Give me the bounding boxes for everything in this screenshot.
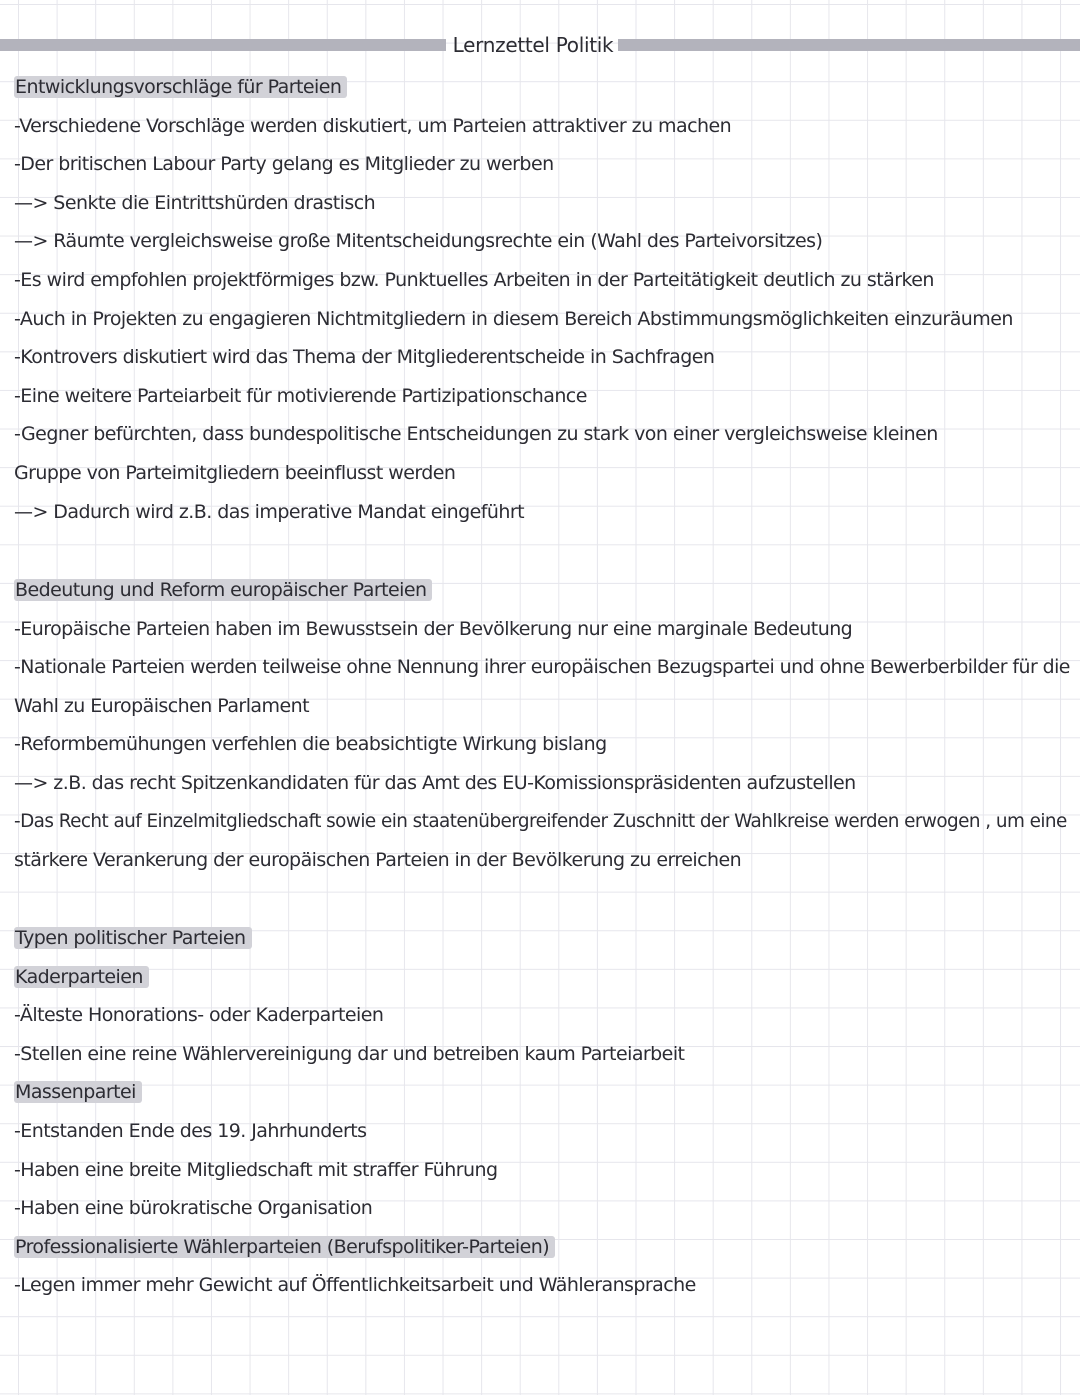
note-line: -Älteste Honorations- oder Kaderparteien [14,1004,384,1027]
subsection-heading-massenpartei: Massenpartei [14,1081,142,1103]
page-title: Lernzettel Politik [452,33,614,57]
note-line: -Es wird empfohlen projektförmiges bzw. Punktuelles Arbeiten in der Parteitätigkeit deutlich zu stärken [14,268,934,291]
title-underline-left [0,39,446,51]
subsection-heading-row [14,958,1070,997]
title-underline-right [618,39,1080,51]
note-line: stärkere Verankerung der europäischen Parteien in der Bevölkerung zu erreichen [14,849,742,872]
subsection-heading-kaderparteien: Kaderparteien [14,966,149,988]
note-line: -Kontrovers diskutiert wird das Thema der Mitgliederentscheide in Sachfragen [14,346,715,369]
section-europaeische-parteien [14,571,1070,880]
section-typen-parteien [14,919,1070,1305]
note-line: -Europäische Parteien haben im Bewusstsein der Bevölkerung nur eine marginale Bedeutung [14,617,853,640]
section-heading: Entwicklungsvorschläge für Parteien [14,76,347,98]
section-heading-row [14,571,1070,610]
note-line: -Verschiedene Vorschläge werden diskutiert, um Parteien attraktiver zu machen [14,114,732,137]
note-line: —> Senkte die Eintrittshürden drastisch [14,191,376,214]
subsection-heading-waehlerparteien: Professionalisierte Wählerparteien (Berufspolitiker-Parteien) [14,1236,555,1258]
note-line: -Haben eine breite Mitgliedschaft mit straffer Führung [14,1158,498,1181]
section-heading: Bedeutung und Reform europäischer Parteien [14,579,432,601]
note-line: -Der britischen Labour Party gelang es Mitglieder zu werben [14,153,554,176]
note-line: -Stellen eine reine Wählervereinigung dar und betreiben kaum Parteiarbeit [14,1042,685,1065]
section-heading-row [14,68,1070,107]
note-line: -Legen immer mehr Gewicht auf Öffentlichkeitsarbeit und Wähleransprache [14,1274,696,1297]
subsection-heading-row [14,1073,1070,1112]
note-line: -Haben eine bürokratische Organisation [14,1197,373,1220]
note-line: Wahl zu Europäischen Parlament [14,694,310,717]
note-line: -Entstanden Ende des 19. Jahrhunderts [14,1119,367,1142]
note-line: -Auch in Projekten zu engagieren Nichtmitgliedern in diesem Bereich Abstimmungsmöglichkeiten einzuräumen [14,307,1013,330]
note-line: Gruppe von Parteimitgliedern beeinflusst werden [14,461,456,484]
note-line: -Das Recht auf Einzelmitgliedschaft sowie ein staatenübergreifender Zuschnitt der Wahlkreise werden erwogen , um eine [14,810,1067,832]
note-line: —> Dadurch wird z.B. das imperative Mandat eingeführt [14,500,525,523]
section-heading-row [14,919,1070,958]
section-entwicklungsvorschlaege [14,68,1070,531]
section-heading: Typen politischer Parteien [14,927,252,949]
note-line: -Gegner befürchten, dass bundespolitische Entscheidungen zu stark von einer vergleichsweise kleinen [14,423,938,446]
note-line: -Eine weitere Parteiarbeit für motivierende Partizipationschance [14,384,587,407]
note-line: -Reformbemühungen verfehlen die beabsichtigte Wirkung bislang [14,733,607,756]
note-line: -Nationale Parteien werden teilweise ohne Nennung ihrer europäischen Bezugspartei und ohne Bewerberbilder für die [14,656,1070,679]
note-line: —> Räumte vergleichsweise große Mitentscheidungsrechte ein (Wahl des Parteivorsitzes) [14,230,823,253]
note-line: —> z.B. das recht Spitzenkandidaten für das Amt des EU-Komissionspräsidenten aufzustellen [14,771,856,794]
subsection-heading-row [14,1228,1070,1267]
